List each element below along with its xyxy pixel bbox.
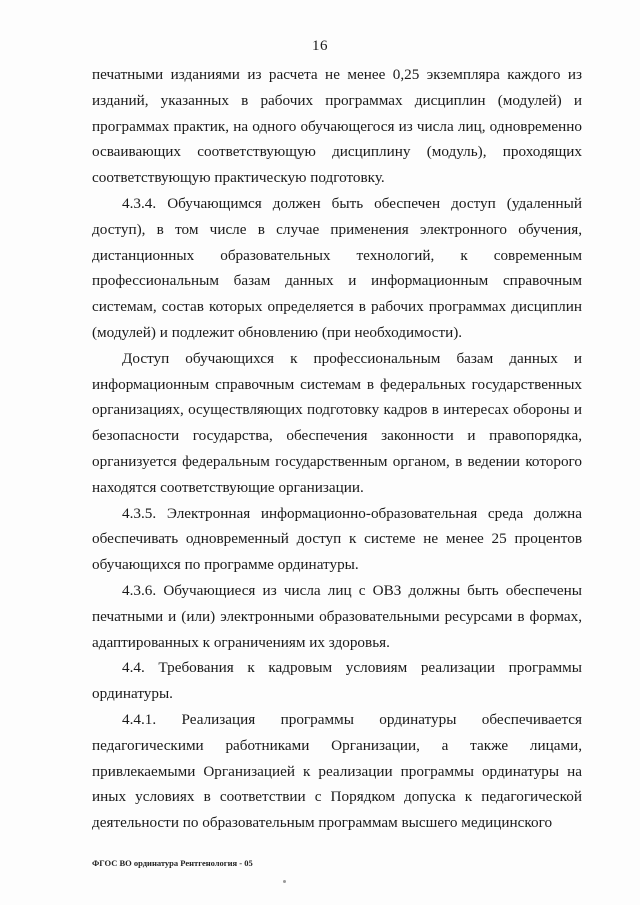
paragraph-4-4: 4.4. Требования к кадровым условиям реализации программы ординатуры. [92,659,582,703]
document-body [92,62,582,836]
page-number: 16 [312,38,328,54]
footer-label: ФГОС ВО ординатура Рентгенология - 05 [92,858,253,868]
paragraph-4-4-1: 4.4.1. Реализация программы ординатуры обеспечивается педагогическими работниками Организации, а также лицами, привлекаемыми Организацией к реализации программы ординатуры на иных условиях в соответствии с Порядком допуска к педагогической деятельности по образовательным программам высшего медицинского [92,710,582,832]
paragraph-access-federal: Доступ обучающихся к профессиональным базам данных и информационным справочным системам в федеральных государственных организациях, осуществляющих подготовку кадров в интересах обороны и безопасности государства, обеспечения законности и правопорядка, организуется федеральным государственным органом, в ведении которого находятся соответствующие организации. [92,349,582,496]
paragraph-4-3-6: 4.3.6. Обучающиеся из числа лиц с ОВЗ должны быть обеспечены печатными и (или) электронными образовательными ресурсами в формах, адаптированных к ограничениям их здоровья. [92,581,582,651]
scan-dot [283,880,286,883]
paragraph-continuation: печатными изданиями из расчета не менее 0,25 экземпляра каждого из изданий, указанных в рабочих программах дисциплин (модулей) и программах практик, на одного обучающегося из числа лиц, одновременно осваивающих соответствующую дисциплину (модуль), проходящих соответствующую практическую подготовку. [92,66,582,187]
paragraph-4-3-5: 4.3.5. Электронная информационно-образовательная среда должна обеспечивать одновременный доступ к системе не менее 25 процентов обучающихся по программе ординатуры. [92,504,582,574]
paragraph-4-3-4: 4.3.4. Обучающимся должен быть обеспечен доступ (удаленный доступ), в том числе в случае применения электронного обучения, дистанционных образовательных технологий, к современным профессиональным базам данных и информационным справочным системам, состав которых определяется в рабочих программах дисциплин (модулей) и подлежит обновлению (при необходимости). [92,194,582,341]
